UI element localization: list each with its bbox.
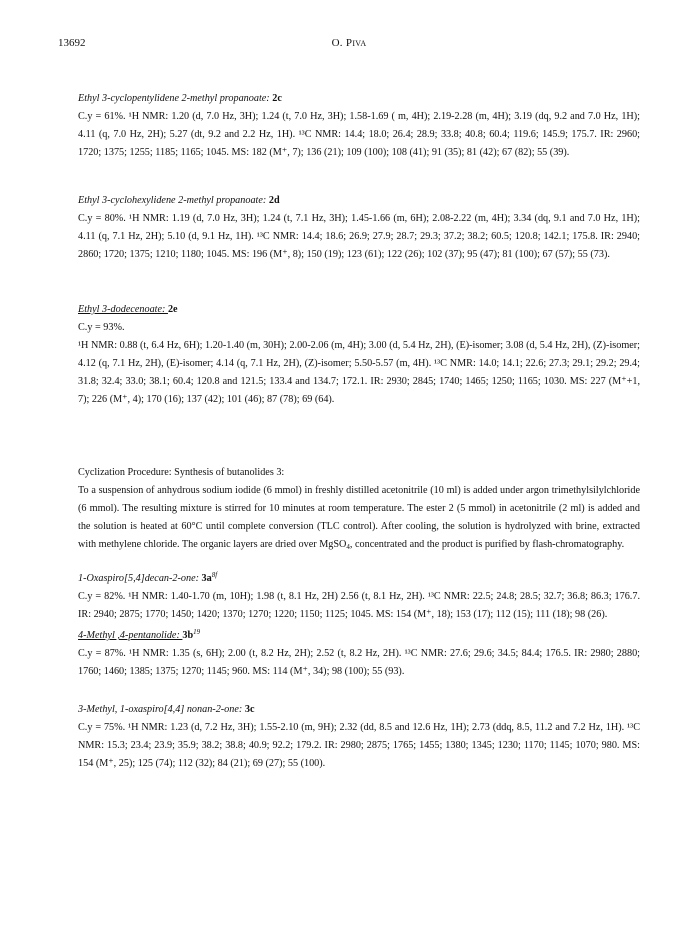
compound-entry-2c xyxy=(78,90,640,162)
compound-data: C.y = 80%. ¹H NMR: 1.19 (d, 7.0 Hz, 3H); 1.24 (t, 7.1 Hz, 3H); 1.45-1.66 (m, 6H); 2.08-2.22 (m, 4H); 3.34 (dq, 9.1 and 7.0 Hz, 1H); 4.11 (q, 7.1 Hz, 2H); 5.10 (d, 9.1 Hz, 1H). ¹³C NMR: 14.4; 18.6; 26.9; 27.9; 28.7; 29.3; 37.2; 38.2; 60.5; 120.8; 142.1; 175.8. IR: 2940; 2860; 1720; 1375; 1210; 1180; 1045. MS: 196 (M⁺, 8); 150 (19); 123 (61); 122 (26); 102 (37); 95 (47); 81 (100); 67 (57); 55 (73). xyxy=(78,213,640,261)
compound-entry-3b xyxy=(78,627,640,681)
compound-title: 3-Methyl, 1-oxaspiro[4,4] nonan-2-one: 3c xyxy=(78,704,255,715)
procedure-section xyxy=(78,464,640,554)
compound-entry-2e xyxy=(78,301,640,410)
procedure-text: To a suspension of anhydrous sodium iodide (6 mmol) in freshly distilled acetonitrile (10 ml) is added under argon trimethylsilylchloride (6 mmol). The resulting mixture is stirred for 10 minutes at room temperature. The ester 2 (5 mmol) in acetonitrile (2 ml) is added and the solution is heated at 60°C until complete conversion (TLC control). After cooling, the solution is hydrolyzed with brine, extracted with methylene chloride. The organic layers are dried over MgSO$_4$, concentrated and the product is purified by flash-chromatography. xyxy=(78,485,640,552)
running-head: O. Piva xyxy=(331,37,367,49)
compound-entry-3a xyxy=(78,570,640,624)
compound-yield: C.y = 93%. xyxy=(78,322,125,334)
compound-data: C.y = 87%. ¹H NMR: 1.35 (s, 6H); 2.00 (t, 8.2 Hz, 2H); 2.52 (t, 8.2 Hz, 2H). ¹³C NMR: 27.6; 29.6; 34.5; 84.4; 176.5. IR: 2980; 2880; 1760; 1460; 1385; 1375; 1270; 1145; 960. MS: 114 (M⁺, 34); 98 (100); 55 (93). xyxy=(78,648,640,678)
compound-data: C.y = 82%. ¹H NMR: 1.40-1.70 (m, 10H); 1.98 (t, 8.1 Hz, 2H) 2.56 (t, 8.1 Hz, 2H). ¹³C NMR: 22.5; 24.8; 28.5; 32.7; 36.8; 86.3; 176.7. IR: 2940; 2875; 1770; 1450; 1420; 1370; 1270; 1220; 1150; 1125; 1045. MS: 154 (M⁺, 18); 153 (17); 112 (15); 111 (18); 98 (26). xyxy=(78,591,640,621)
page-number: 13692 xyxy=(58,37,86,49)
compound-title: Ethyl 3-dodecenoate: 2e xyxy=(78,304,178,315)
compound-title: Ethyl 3-cyclopentylidene 2-methyl propanoate: 2c xyxy=(78,93,282,104)
compound-data: C.y = 61%. ¹H NMR: 1.20 (d, 7.0 Hz, 3H); 1.24 (t, 7.0 Hz, 3H); 1.58-1.69 ( m, 4H); 2.19-2.28 (m, 4H); 3.19 (dq, 9.2 and 7.0 Hz, 1H); 4.11 (q, 7.0 Hz, 2H); 5.27 (dt, 9.2 and 2.2 Hz, 1H). ¹³C NMR: 14.4; 18.0; 26.4; 28.9; 33.8; 40.8; 60.4; 119.6; 145.9; 175.7. IR: 2960; 1720; 1375; 1255; 1185; 1165; 1045. MS: 182 (M⁺, 7); 136 (21); 109 (100); 108 (41); 91 (35); 81 (42); 67 (82); 55 (39). xyxy=(78,111,640,159)
compound-title: 4-Methyl ,4-pentanolide: $3b^{19}$ xyxy=(78,628,201,641)
compound-title: Ethyl 3-cyclohexylidene 2-methyl propanoate: 2d xyxy=(78,195,280,206)
page-header xyxy=(58,37,640,53)
compound-data: ¹H NMR: 0.88 (t, 6.4 Hz, 6H); 1.20-1.40 (m, 30H); 2.00-2.06 (m, 4H); 3.00 (d, 5.4 Hz, 2H), (E)-isomer; 3.08 (d, 5.4 Hz, 2H), (Z)-isomer; 4.12 (q, 7.1 Hz, 2H), (E)-isomer; 4.14 (q, 7.1 Hz, 2H), (Z)-isomer; 5.50-5.57 (m, 4H). ¹³C NMR: 14.0; 14.1; 22.6; 27.3; 29.1; 29.2; 29.4; 31.8; 32.4; 33.0; 38.1; 60.4; 120.8 and 121.5; 133.4 and 134.7; 172.1. IR: 2930; 2845; 1740; 1465; 1250; 1165; 1030. MS: 227 (M⁺+1, 7); 226 (M⁺, 4); 170 (16); 137 (42); 101 (46); 87 (78); 69 (64). xyxy=(78,340,640,406)
compound-title: 1-Oxaspiro[5,4]decan-2-one: $3a^{8f}$ xyxy=(78,571,218,584)
procedure-title: Cyclization Procedure: Synthesis of butanolides 3: xyxy=(78,467,285,478)
compound-entry-2d xyxy=(78,192,640,264)
compound-entry-3c xyxy=(78,701,640,773)
compound-data: C.y = 75%. ¹H NMR: 1.23 (d, 7.2 Hz, 3H); 1.55-2.10 (m, 9H); 2.32 (dd, 8.5 and 12.6 Hz, 1H); 2.73 (ddq, 8.5, 11.2 and 7.2 Hz, 1H). ¹³C NMR: 15.3; 23.4; 23.9; 35.9; 38.2; 38.8; 40.9; 92.2; 179.2. IR: 2980; 2875; 1765; 1455; 1380; 1345; 1230; 1170; 1145; 1070; 980. MS: 154 (M⁺, 25); 125 (74); 112 (32); 84 (21); 69 (27); 55 (100). xyxy=(78,722,640,770)
